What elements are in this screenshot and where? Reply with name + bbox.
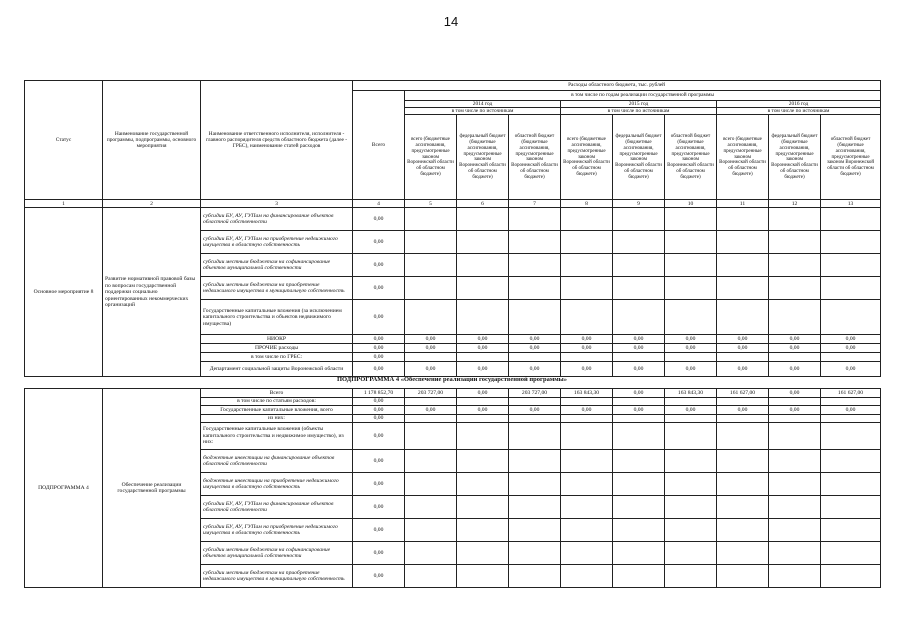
value-cell: 0,00 xyxy=(353,565,405,588)
value-cell: 0,00 xyxy=(769,362,821,377)
value-cell: 0,00 xyxy=(665,335,717,344)
column-number: 3 xyxy=(201,200,353,208)
empty-cell xyxy=(613,208,665,231)
empty-cell xyxy=(717,231,769,254)
empty-cell xyxy=(665,208,717,231)
empty-cell xyxy=(665,542,717,565)
header-src-total: всего (бюджетные ассигнования, предусмотренные законом Воронежской области об областном бюджете) xyxy=(405,115,457,200)
empty-cell xyxy=(769,473,821,496)
empty-cell xyxy=(665,254,717,277)
empty-cell xyxy=(509,519,561,542)
column-number: 12 xyxy=(769,200,821,208)
empty-cell xyxy=(561,423,613,450)
empty-cell xyxy=(665,423,717,450)
expense-label: ПРОЧИЕ расходы xyxy=(201,344,353,353)
empty-cell xyxy=(769,450,821,473)
empty-cell xyxy=(717,398,769,406)
empty-cell xyxy=(457,353,509,362)
empty-cell xyxy=(561,565,613,588)
column-number: 1 xyxy=(25,200,103,208)
value-cell: 0,00 xyxy=(561,406,613,415)
empty-cell xyxy=(665,277,717,300)
empty-cell xyxy=(613,231,665,254)
empty-cell xyxy=(717,208,769,231)
empty-cell xyxy=(561,353,613,362)
value-cell: 163 843,30 xyxy=(561,389,613,398)
expense-label: субсидии местным бюджетам на софинансирование объектов муниципальной собственности xyxy=(201,254,353,277)
value-cell: 0,00 xyxy=(353,398,405,406)
empty-cell xyxy=(509,542,561,565)
empty-cell xyxy=(769,231,821,254)
empty-cell xyxy=(769,542,821,565)
empty-cell xyxy=(665,473,717,496)
value-cell: 0,00 xyxy=(405,344,457,353)
empty-cell xyxy=(821,353,881,362)
empty-cell xyxy=(457,473,509,496)
page-number: 14 xyxy=(443,14,459,29)
value-cell: 0,00 xyxy=(353,519,405,542)
value-cell: 0,00 xyxy=(353,277,405,300)
empty-cell xyxy=(457,300,509,335)
header-expenses: Расходы областного бюджета, тыс. рублей xyxy=(353,81,881,91)
empty-cell xyxy=(405,496,457,519)
empty-cell xyxy=(821,415,881,423)
value-cell: 0,00 xyxy=(457,335,509,344)
year-label: 2015 год xyxy=(628,101,649,107)
empty-cell xyxy=(457,415,509,423)
value-cell: 0,00 xyxy=(405,406,457,415)
expense-label: бюджетные инвестиции на финансирование объектов областной собственности xyxy=(201,450,353,473)
empty-cell xyxy=(457,231,509,254)
column-number: 9 xyxy=(613,200,665,208)
empty-cell xyxy=(665,450,717,473)
header-src-federal: федеральный бюджет (бюджетные ассигнования, предусмотренные законом Воронежской области об областном бюджете) xyxy=(613,115,665,200)
expense-label: субсидии местным бюджетам на приобретение недвижимого имущества в муниципальную собственность xyxy=(201,565,353,588)
empty-cell xyxy=(509,496,561,519)
empty-cell xyxy=(769,277,821,300)
empty-cell xyxy=(405,565,457,588)
value-cell: 0,00 xyxy=(353,208,405,231)
empty-cell xyxy=(561,231,613,254)
empty-cell xyxy=(821,300,881,335)
empty-cell xyxy=(405,231,457,254)
empty-cell xyxy=(613,353,665,362)
empty-cell xyxy=(821,231,881,254)
value-cell: 0,00 xyxy=(613,344,665,353)
header-src-total: всего (бюджетные ассигнования, предусмотренные законом Воронежской области об областном бюджете) xyxy=(717,115,769,200)
empty-cell xyxy=(717,450,769,473)
expense-label: субсидии БУ, АУ, ГУПам на финансирование объектов областной собственности xyxy=(201,208,353,231)
empty-cell xyxy=(613,398,665,406)
empty-cell xyxy=(769,398,821,406)
empty-cell xyxy=(769,300,821,335)
empty-cell xyxy=(561,208,613,231)
header-by-years: в том числе по годам реализации государственной программы xyxy=(405,91,881,101)
empty-cell xyxy=(405,208,457,231)
value-cell: 0,00 xyxy=(821,362,881,377)
header-year xyxy=(405,101,561,115)
column-number: 6 xyxy=(457,200,509,208)
header-src-regional: областной бюджет (бюджетные ассигнования, предусмотренные законом Воронежской области об областном бюджете) xyxy=(509,115,561,200)
empty-cell xyxy=(405,415,457,423)
program-cell: Развитие нормативной правовой базы по вопросам государственной поддержки социально ориентированных некоммерческих организаций xyxy=(103,208,201,377)
empty-cell xyxy=(769,519,821,542)
empty-cell xyxy=(405,353,457,362)
empty-cell xyxy=(561,300,613,335)
empty-cell xyxy=(665,353,717,362)
empty-cell xyxy=(457,254,509,277)
value-cell: 0,00 xyxy=(509,362,561,377)
header-executor: Наименование ответственного исполнителя, исполнителя - главного распорядителя средств областного бюджета (далее - ГРБС), наименование статей расходов xyxy=(201,81,353,200)
value-cell: 0,00 xyxy=(821,335,881,344)
empty-cell xyxy=(613,519,665,542)
empty-cell xyxy=(613,415,665,423)
value-cell: 0,00 xyxy=(613,406,665,415)
empty-cell xyxy=(717,254,769,277)
expense-label: Государственные капитальные вложения (объекты капитального строительства и недвижимое имущество), из них: xyxy=(201,423,353,450)
empty-cell xyxy=(821,423,881,450)
value-cell: 0,00 xyxy=(717,406,769,415)
value-cell: 0,00 xyxy=(353,335,405,344)
value-cell: 1 178 852,70 xyxy=(353,389,405,398)
expense-label: субсидии местным бюджетам на приобретение недвижимого имущества в муниципальную собственность xyxy=(201,277,353,300)
column-numbers-row xyxy=(25,200,881,208)
empty-cell xyxy=(457,208,509,231)
empty-cell xyxy=(405,519,457,542)
empty-cell xyxy=(717,300,769,335)
empty-cell xyxy=(457,565,509,588)
header-src-federal: федеральный бюджет (бюджетные ассигнования, предусмотренные законом Воронежской области об областном бюджете) xyxy=(457,115,509,200)
value-cell: 0,00 xyxy=(717,344,769,353)
value-cell: 0,00 xyxy=(353,406,405,415)
header-src-regional: областной бюджет (бюджетные ассигнования, предусмотренные законом Воронежской области об областном бюджете) xyxy=(821,115,881,200)
empty-cell xyxy=(769,208,821,231)
empty-cell xyxy=(613,300,665,335)
empty-cell xyxy=(613,565,665,588)
status-cell: ПОДПРОГРАММА 4 xyxy=(25,389,103,588)
expense-label: из них: xyxy=(201,415,353,423)
sources-label: в том числе по источникам xyxy=(405,107,560,114)
value-cell: 0,00 xyxy=(353,450,405,473)
value-cell: 0,00 xyxy=(509,406,561,415)
expense-label: субсидии БУ, АУ, ГУПам на финансирование объектов областной собственности xyxy=(201,496,353,519)
value-cell: 0,00 xyxy=(821,406,881,415)
empty-cell xyxy=(665,398,717,406)
header-src-regional: областной бюджет (бюджетные ассигнования, предусмотренные законом Воронежской области об областном бюджете) xyxy=(665,115,717,200)
empty-cell xyxy=(509,353,561,362)
empty-cell xyxy=(613,277,665,300)
value-cell: 0,00 xyxy=(353,353,405,362)
value-cell: 0,00 xyxy=(717,335,769,344)
value-cell: 0,00 xyxy=(353,415,405,423)
expense-label: субсидии местным бюджетам на софинансирование объектов муниципальной собственности xyxy=(201,542,353,565)
empty-cell xyxy=(821,254,881,277)
column-number: 10 xyxy=(665,200,717,208)
expense-label: в том числе по статьям расходов: xyxy=(201,398,353,406)
empty-cell xyxy=(821,277,881,300)
year-label: 2014 год xyxy=(472,101,493,107)
table-row xyxy=(25,389,881,398)
value-cell: 0,00 xyxy=(717,362,769,377)
value-cell: 0,00 xyxy=(457,406,509,415)
empty-cell xyxy=(821,519,881,542)
value-cell: 203 727,00 xyxy=(509,389,561,398)
empty-cell xyxy=(665,231,717,254)
empty-cell xyxy=(509,565,561,588)
empty-cell xyxy=(509,277,561,300)
column-number: 7 xyxy=(509,200,561,208)
empty-cell xyxy=(561,450,613,473)
empty-cell xyxy=(613,473,665,496)
table-row xyxy=(25,208,881,231)
empty-cell xyxy=(509,208,561,231)
empty-cell xyxy=(769,496,821,519)
expense-label: НИОКР xyxy=(201,335,353,344)
sources-label: в том числе по источникам xyxy=(717,107,880,114)
expense-label: Государственные капитальные вложения (за исключением капитального строительства и объектов недвижимого имущества) xyxy=(201,300,353,335)
empty-cell xyxy=(561,496,613,519)
empty-cell xyxy=(561,519,613,542)
empty-cell xyxy=(821,542,881,565)
column-number: 5 xyxy=(405,200,457,208)
empty-cell xyxy=(769,423,821,450)
value-cell: 0,00 xyxy=(821,344,881,353)
empty-cell xyxy=(821,473,881,496)
empty-cell xyxy=(769,415,821,423)
empty-cell xyxy=(821,496,881,519)
value-cell: 0,00 xyxy=(353,254,405,277)
empty-cell xyxy=(405,473,457,496)
empty-cell xyxy=(509,423,561,450)
empty-cell xyxy=(821,208,881,231)
empty-cell xyxy=(821,450,881,473)
empty-cell xyxy=(509,473,561,496)
column-number: 4 xyxy=(353,200,405,208)
header-src-total: всего (бюджетные ассигнования, предусмотренные законом Воронежской области об областном бюджете) xyxy=(561,115,613,200)
empty-cell xyxy=(613,450,665,473)
value-cell: 203 727,00 xyxy=(405,389,457,398)
empty-cell xyxy=(613,423,665,450)
empty-cell xyxy=(457,519,509,542)
empty-cell xyxy=(457,423,509,450)
empty-cell xyxy=(561,542,613,565)
empty-cell xyxy=(717,415,769,423)
value-cell: 0,00 xyxy=(613,389,665,398)
value-cell: 0,00 xyxy=(353,473,405,496)
value-cell: 0,00 xyxy=(769,406,821,415)
empty-cell xyxy=(665,415,717,423)
value-cell: 0,00 xyxy=(561,344,613,353)
empty-cell xyxy=(405,450,457,473)
value-cell: 0,00 xyxy=(353,344,405,353)
value-cell: 161 627,00 xyxy=(717,389,769,398)
empty-cell xyxy=(665,496,717,519)
empty-cell xyxy=(717,542,769,565)
value-cell: 0,00 xyxy=(353,423,405,450)
empty-cell xyxy=(509,450,561,473)
value-cell: 0,00 xyxy=(405,335,457,344)
empty-cell xyxy=(457,277,509,300)
value-cell: 0,00 xyxy=(457,344,509,353)
year-label: 2016 год xyxy=(788,101,809,107)
empty-cell xyxy=(717,519,769,542)
value-cell: 161 627,00 xyxy=(821,389,881,398)
empty-cell xyxy=(769,565,821,588)
empty-cell xyxy=(405,277,457,300)
expense-label: субсидии БУ, АУ, ГУПам на приобретение недвижимого имущества в областную собственность xyxy=(201,519,353,542)
header-year xyxy=(717,101,881,115)
empty-cell xyxy=(717,277,769,300)
empty-cell xyxy=(561,254,613,277)
column-number: 11 xyxy=(717,200,769,208)
status-cell: Основное мероприятие 8 xyxy=(25,208,103,377)
expense-label: в том числе по ГРБС: xyxy=(201,353,353,362)
empty-cell xyxy=(457,398,509,406)
value-cell: 0,00 xyxy=(509,335,561,344)
value-cell: 0,00 xyxy=(353,362,405,377)
empty-cell xyxy=(717,423,769,450)
value-cell: 0,00 xyxy=(457,389,509,398)
column-number: 13 xyxy=(821,200,881,208)
empty-cell xyxy=(405,300,457,335)
empty-cell xyxy=(665,519,717,542)
empty-cell xyxy=(561,415,613,423)
header-program: Наименование государственной программы, подпрограммы, основного мероприятия xyxy=(103,81,201,200)
empty-cell xyxy=(509,415,561,423)
column-number: 2 xyxy=(103,200,201,208)
empty-cell xyxy=(717,496,769,519)
value-cell: 0,00 xyxy=(353,231,405,254)
sources-label: в том числе по источникам xyxy=(561,107,716,114)
empty-cell xyxy=(405,398,457,406)
empty-cell xyxy=(561,398,613,406)
value-cell: 0,00 xyxy=(613,362,665,377)
header-status: Статус xyxy=(25,81,103,200)
empty-cell xyxy=(613,542,665,565)
empty-cell xyxy=(821,565,881,588)
empty-cell xyxy=(457,496,509,519)
value-cell: 0,00 xyxy=(769,344,821,353)
empty-cell xyxy=(405,254,457,277)
empty-cell xyxy=(405,423,457,450)
header-year xyxy=(561,101,717,115)
value-cell: 0,00 xyxy=(665,406,717,415)
header-total: Всего xyxy=(353,91,405,200)
value-cell: 0,00 xyxy=(769,335,821,344)
expense-label: субсидии БУ, АУ, ГУПам на приобретение недвижимого имущества в областную собственность xyxy=(201,231,353,254)
empty-cell xyxy=(457,542,509,565)
value-cell: 0,00 xyxy=(561,335,613,344)
empty-cell xyxy=(665,300,717,335)
value-cell: 0,00 xyxy=(665,344,717,353)
empty-cell xyxy=(613,496,665,519)
empty-cell xyxy=(769,254,821,277)
header-row xyxy=(25,81,881,91)
empty-cell xyxy=(457,450,509,473)
column-number: 8 xyxy=(561,200,613,208)
empty-cell xyxy=(509,231,561,254)
value-cell: 163 843,30 xyxy=(665,389,717,398)
value-cell: 0,00 xyxy=(613,335,665,344)
empty-cell xyxy=(717,473,769,496)
empty-cell xyxy=(561,473,613,496)
value-cell: 0,00 xyxy=(665,362,717,377)
budget-table-subprogram xyxy=(24,388,881,588)
empty-cell xyxy=(717,353,769,362)
header-src-federal: федеральный бюджет (бюджетные ассигнования, предусмотренные законом Воронежской области об областном бюджете) xyxy=(769,115,821,200)
empty-cell xyxy=(509,300,561,335)
value-cell: 0,00 xyxy=(405,362,457,377)
empty-cell xyxy=(665,565,717,588)
empty-cell xyxy=(613,254,665,277)
value-cell: 0,00 xyxy=(769,389,821,398)
empty-cell xyxy=(769,353,821,362)
empty-cell xyxy=(509,254,561,277)
empty-cell xyxy=(405,542,457,565)
budget-table-main xyxy=(24,80,881,377)
program-cell: Обеспечение реализации государственной программы xyxy=(103,389,201,588)
expense-label: Департамент социальной защиты Воронежской области xyxy=(201,362,353,377)
value-cell: 0,00 xyxy=(353,542,405,565)
expense-label: бюджетные инвестиции на приобретение недвижимого имущества в областную собственность xyxy=(201,473,353,496)
expense-label: Государственные капитальные вложения, всего xyxy=(201,406,353,415)
value-cell: 0,00 xyxy=(457,362,509,377)
value-cell: 0,00 xyxy=(353,496,405,519)
value-cell: 0,00 xyxy=(353,300,405,335)
empty-cell xyxy=(717,565,769,588)
empty-cell xyxy=(509,398,561,406)
value-cell: 0,00 xyxy=(561,362,613,377)
expense-label: Всего xyxy=(201,389,353,398)
empty-cell xyxy=(821,398,881,406)
value-cell: 0,00 xyxy=(509,344,561,353)
empty-cell xyxy=(561,277,613,300)
subprogram-title: ПОДПРОГРАММА 4 «Обеспечение реализации государственной программы» xyxy=(336,376,568,383)
